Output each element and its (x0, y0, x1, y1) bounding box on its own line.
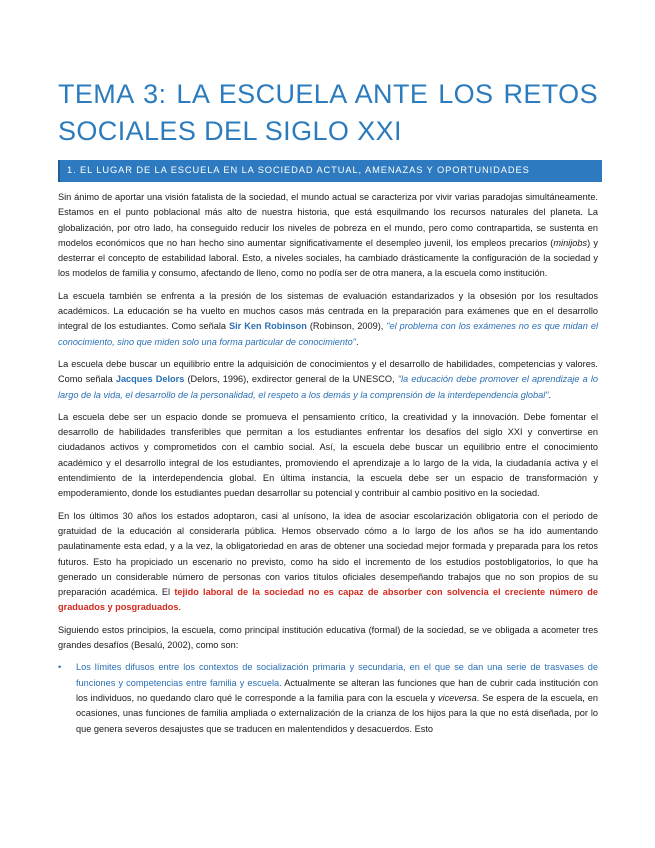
p1-text-c: ) y desterrar el concepto de estabilidad laboral. Esto, a niveles sociales, ha cambiado drásticamente la configuración de la sociedad y los modelos de familia y consumo, afectando de lleno, como no podía ser de otra manera, a la escuela como institución. (58, 237, 598, 279)
bullet-italic: viceversa (437, 692, 477, 703)
paragraph-6: Siguiendo estos principios, la escuela, como principal institución educativa (formal) de la sociedad, se ve obligada a acometer tres grandes desafíos (Besalú, 2002), como son: (58, 624, 598, 651)
section-heading-banner (58, 160, 602, 182)
p5-text-c: . (178, 602, 182, 613)
p2-text-c: . (355, 336, 359, 347)
p2-text-b: (Robinson, 2009), (306, 321, 387, 332)
paragraph-3 (58, 357, 598, 403)
title-line-1: TEMA 3: LA ESCUELA ANTE LOS RETOS (58, 79, 598, 109)
p3-author: Jacques Delors (115, 374, 185, 385)
paragraph-1 (58, 190, 598, 282)
p2-text-a: La escuela también se enfrenta a la presión de los sistemas de evaluación estandarizados y la obsesión por los resultados académicos. La educación se ha vuelto en muchos casos más centrada en la preparación para exámenes que en el desarrollo integral de los estudiantes. Como señala (58, 290, 598, 332)
bullet-icon: • (58, 662, 62, 673)
bullet-text-b: . Se espera de la escuela, en ocasiones, unas funciones de familia ampliada o externalización de la crianza de los hijos para la que no está diseñada, por lo que genera severos desajustes que se traducen en malentendidos y desacuerdos. Esto (76, 692, 599, 734)
paragraph-5 (58, 509, 598, 616)
p5-highlight: tejido laboral de la sociedad no es capaz de absorber con solvencia el creciente número de graduados y posgraduados (58, 587, 598, 613)
bullet-text-a: Actualmente se alteran las funciones que han de cubrir cada institución con los individuos, no quedando claro qué le corresponde a la familia para con la escuela y (76, 677, 598, 703)
p3-text-a: La escuela debe buscar un equilibrio entre la adquisición de conocimientos y el desarrollo de habilidades, competencias y valores. Como señala (58, 358, 598, 385)
p3-text-b: (Delors, 1996), exdirector general de la UNESCO, (184, 374, 398, 385)
p3-quote: "la educación debe promover el aprendizaje a lo largo de la vida, el desarrollo de la personalidad, el respeto a los demás y la comprensión de la interdependencia global" (58, 374, 599, 400)
p2-author: Sir Ken Robinson (229, 321, 307, 332)
challenges-list (58, 660, 598, 736)
list-item (58, 660, 598, 736)
p5-text-a: En los últimos 30 años los estados adoptaron, casi al unísono, la idea de asociar escolarización obligatoria con el periodo de gratuidad de la educación al considerarla pública. Hemos observado cómo a lo largo de los años se ha ido aumentando paulatinamente esta edad, y a la vez, la obligatoriedad en aras de obtener una sociedad mejor formada y preparada para los retos futuros. Esto ha propiciado un escenario no previsto, como ha sido el incremento de los estudios postobligatorios, lo que ha generado un considerable número de personas con varios títulos oficiales desempeñando trabajos que no son propios de su preparación académica. El (58, 510, 598, 598)
paragraph-2 (58, 289, 598, 350)
p1-italic: minijobs (553, 237, 588, 248)
p1-text-a: Sin ánimo de aportar una visión fatalista de la sociedad, el mundo actual se caracteriza por vivir varias paradojas simultáneamente. Estamos en el punto poblacional más alto de nuestra historia, que está esquilmando los recursos naturales del planeta. La globalización, por otro lado, ha conseguido reducir los niveles de pobreza en el mundo, pero como contrapartida, se sustenta en modelos económicos que no han hecho sino aumentar significativamente el desempleo juvenil, los empleos precarios ( (58, 192, 598, 248)
p3-text-c: . (548, 389, 552, 400)
bullet-lead: Los límites difusos entre los contextos de socialización primaria y secundaria, en el que se dan una serie de trasvases de funciones y competencias entre familia y escuela. (76, 662, 598, 688)
section-heading: 1. EL LUGAR DE LA ESCUELA EN LA SOCIEDAD ACTUAL, AMENAZAS Y OPORTUNIDADES (67, 165, 530, 175)
title-line-2: SOCIALES DEL SIGLO XXI (58, 116, 402, 146)
page-title (58, 76, 598, 150)
document-body (58, 190, 598, 737)
paragraph-4: La escuela debe ser un espacio donde se promueva el pensamiento crítico, la creatividad y la innovación. Debe fomentar el desarrollo de habilidades transferibles que permitan a los estudiantes enfrentar los desafíos del siglo XXI y convertirse en ciudadanos activos y comprometidos con el cambio social. Así, la escuela debe buscar un equilibrio entre el conocimiento académico y el desarrollo integral de los estudiantes, promoviendo el aprendizaje a lo largo de la vida, la ciudadanía activa y el entendimiento de la interdependencia global. En última instancia, la escuela debe ser un espacio de transformación y empoderamiento, donde los estudiantes puedan desarrollar su potencial y contribuir al cambio positivo en la sociedad. (58, 411, 598, 499)
p2-quote: "el problema con los exámenes no es que midan el conocimiento, sino que miden solo una forma particular de conocimiento" (58, 321, 599, 347)
